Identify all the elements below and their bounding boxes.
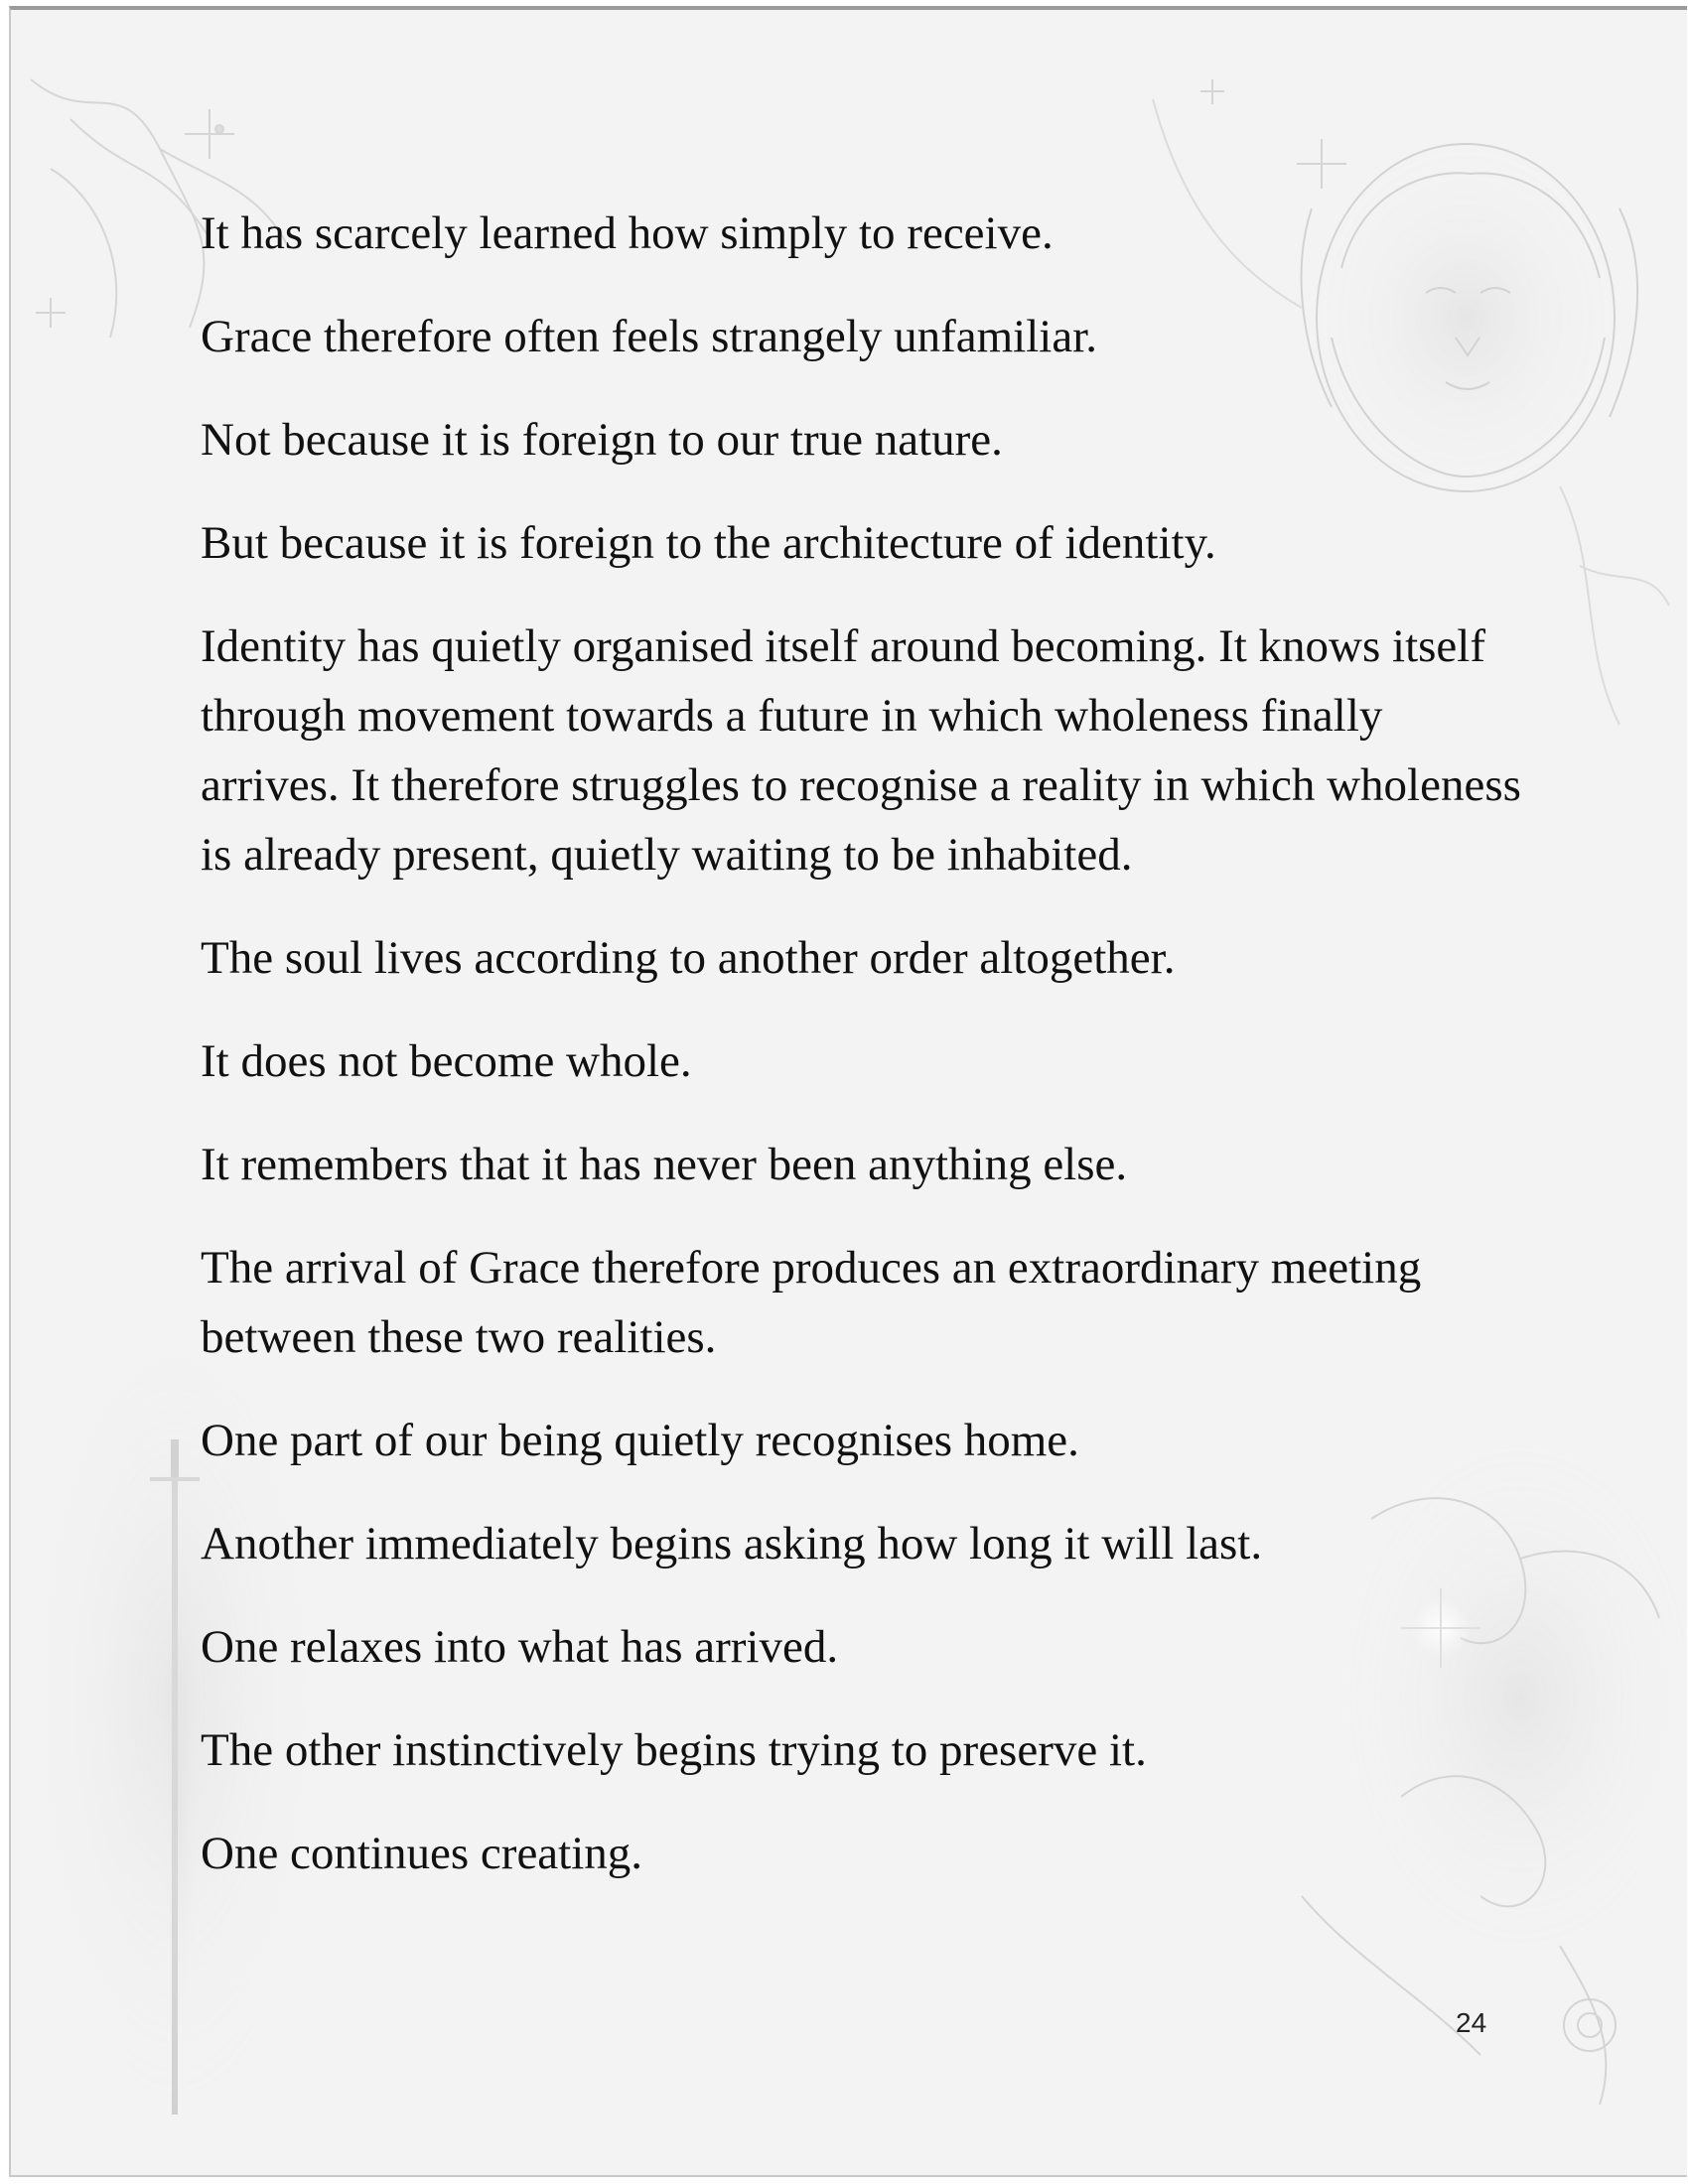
paragraph: But because it is foreign to the architecture of identity. [201,517,1216,569]
sparkle-top-right [1200,79,1346,189]
book-page [9,6,1687,2177]
paragraph: One part of our being quietly recognises home. [201,1415,1079,1466]
paragraph: It remembers that it has never been anything else. [201,1139,1128,1190]
page-number: 24 [1456,2007,1487,2038]
paragraph: Grace therefore often feels strangely unfamiliar. [201,311,1098,362]
paragraph: Not because it is foreign to our true nature. [201,414,1003,466]
paragraph: The arrival of Grace therefore produces an extraordinary meeting between these two realities. [201,1242,1422,1363]
paragraph: The other instinctively begins trying to preserve it. [201,1724,1147,1776]
paragraph: It does not become whole. [201,1035,692,1087]
paragraph: The soul lives according to another order altogether. [201,932,1176,984]
paragraph: Identity has quietly organised itself around becoming. It knows itself through movement towards a future in which wholeness finally arrives. It therefore struggles to recognise a reality in which wholeness is already present, quietly waiting to be inhabited. [201,620,1521,881]
body-text [201,199,1531,1922]
paragraph: It has scarcely learned how simply to receive. [201,207,1054,259]
paragraph: One relaxes into what has arrived. [201,1621,839,1673]
paragraph: Another immediately begins asking how long it will last. [201,1518,1263,1570]
paragraph: One continues creating. [201,1828,643,1879]
